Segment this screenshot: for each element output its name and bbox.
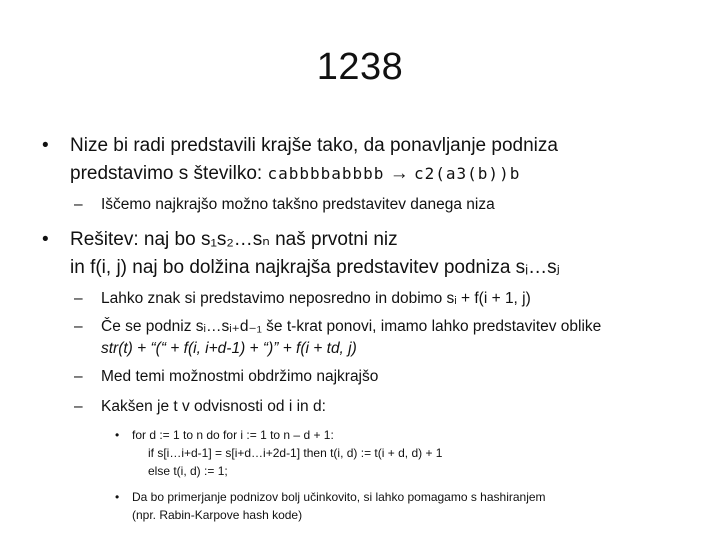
sub-item-2-cont: str(t) + “(“ + f(i, i+d-1) + “)” + f(i + td, j)	[101, 340, 357, 357]
dash-marker: –	[74, 398, 83, 415]
bullet-dot: •	[42, 135, 49, 156]
bullet-1-line-2-text: predstavimo s številko:	[70, 163, 263, 184]
sub-item-3: Med temi možnostmi obdržimo najkrajšo	[101, 368, 379, 385]
arrow-icon: →	[389, 163, 409, 184]
bullet-2-line-1: Rešitev: naj bo s₁s₂…sₙ naš prvotni niz	[70, 229, 398, 250]
dash-marker: –	[74, 368, 83, 385]
sub-item-4: Kakšen je t v odvisnosti od i in d:	[101, 398, 326, 415]
bullet-dot: •	[115, 490, 120, 504]
example-from: cabbbbabbbb	[267, 164, 385, 183]
bullet-1-line-1: Nize bi radi predstavili krajše tako, da ponavljanje podniza	[70, 135, 558, 156]
sub-item-1: Lahko znak si predstavimo neposredno in dobimo sᵢ + f(i + 1, j)	[101, 290, 531, 307]
bullet-dot: •	[42, 229, 49, 250]
dash-marker: –	[74, 290, 83, 307]
bullet-2-line-2: in f(i, j) naj bo dolžina najkrajša predstavitev podniza sᵢ…sⱼ	[70, 257, 560, 278]
bullet-1-sub: Iščemo najkrajšo možno takšno predstavitev danega niza	[101, 196, 495, 213]
bullet-1-line-2	[70, 160, 520, 188]
dash-marker: –	[74, 196, 83, 213]
code-line-3: else t(i, d) := 1;	[148, 464, 228, 478]
sub-item-2: Če se podniz sᵢ…sᵢ₊d₋₁ še t-krat ponovi, imamo lahko predstavitev oblike	[101, 318, 602, 335]
code-line-1: for d := 1 to n do for i := 1 to n – d + 1:	[132, 428, 334, 442]
slide-title: 1238	[316, 46, 404, 88]
bullet-dot: •	[115, 428, 120, 442]
code-line-2: if s[i…i+d-1] = s[i+d…i+2d-1] then t(i, d) := t(i + d, d) + 1	[148, 446, 443, 460]
dash-marker: –	[74, 318, 83, 335]
tip-line-2: (npr. Rabin-Karpove hash kode)	[132, 508, 303, 522]
example-to: c2(a3(b))b	[414, 164, 521, 183]
tip-line-1: Da bo primerjanje podnizov bolj učinkovito, si lahko pomagamo s hashiranjem	[132, 490, 546, 504]
